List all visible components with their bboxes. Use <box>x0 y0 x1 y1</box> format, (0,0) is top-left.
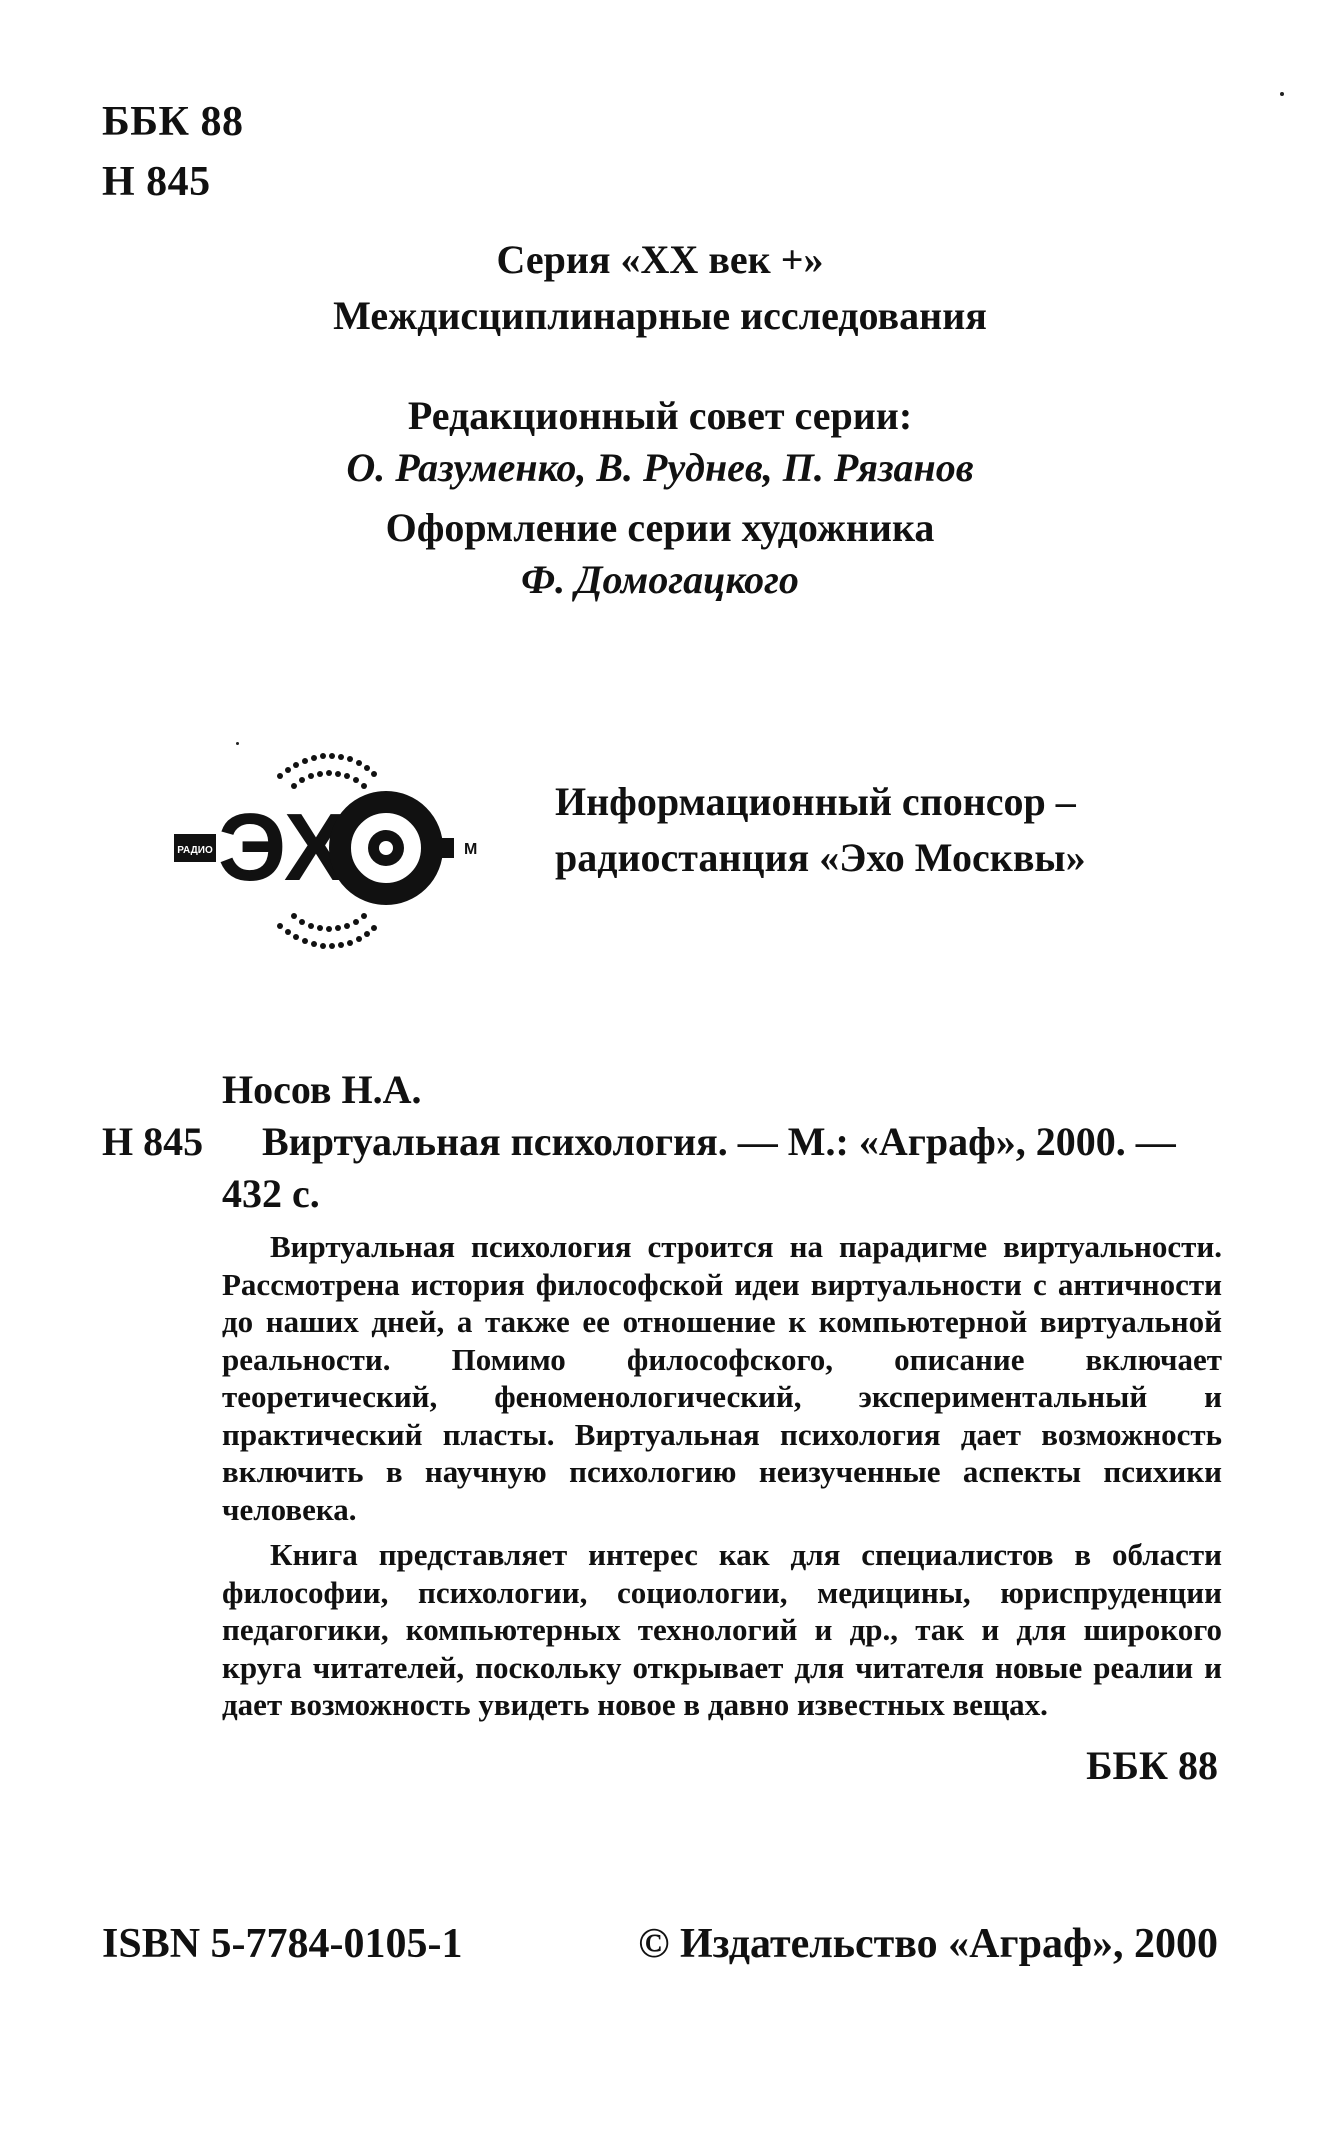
bbk-index: ББК 88 <box>102 99 244 145</box>
catalog-pages: 432 с. <box>222 1171 320 1216</box>
catalog-title-line: Виртуальная психология. — М.: «Аграф», 2000. — <box>262 1119 1176 1164</box>
series-design-label: Оформление серии художника <box>385 505 935 550</box>
series-subtitle: Междисциплинарные исследования <box>333 293 987 338</box>
scan-speck <box>236 742 239 745</box>
annotation-paragraph-2: Книга представляет интерес как для специалистов в области философии, психологии, социологии, медицины, юриспруденции педагогики, компьютерных технологий и др., так и для широкого круга читателей, поскольку открывает для читателя новые реалии и дает возможность увидеть новое в давно известных вещах. <box>222 1537 1222 1722</box>
sponsor-line-2: радиостанция «Эхо Москвы» <box>555 835 1086 880</box>
echo-moskvy-logo <box>170 730 480 970</box>
catalog-author: Носов Н.А. <box>222 1067 422 1112</box>
annotation <box>222 1228 1222 1724</box>
isbn: ISBN 5-7784-0105-1 <box>102 1921 463 1967</box>
logo-radio-label: РАДИО <box>177 845 213 856</box>
sponsor-line-1: Информационный спонсор – <box>555 779 1076 824</box>
logo-main-text: ЭХ <box>218 794 348 901</box>
bbk-header <box>102 92 244 212</box>
series-design-artist: Ф. Домогацкого <box>521 557 799 602</box>
editorial-board-members: О. Разуменко, В. Руднев, П. Рязанов <box>346 445 974 490</box>
echo-moskvy-radio-logo-icon <box>170 730 480 970</box>
copyright: © Издательство «Аграф», 2000 <box>638 1921 1218 1967</box>
annotation-paragraph-1: Виртуальная психология строится на парадигме виртуальности. Рассмотрена история философской идеи виртуальности с античности до наших дней, а также ее отношение к компьютерной виртуальной реальности. Помимо философского, описание включает теоретический, феноменологический, экспериментальный и практический пласты. Виртуальная психология дает возможность включить в научную психологию неизученные аспекты психики человека. <box>222 1229 1222 1527</box>
series-title: Серия «XX век +» <box>496 237 824 282</box>
series-design <box>0 502 1320 606</box>
author-mark-code: Н 845 <box>102 159 211 205</box>
editorial-board <box>0 390 1320 494</box>
catalog-code: Н 845 <box>102 1119 204 1164</box>
info-sponsor <box>555 774 1086 886</box>
editorial-board-label: Редакционный совет серии: <box>407 393 913 438</box>
series-block <box>0 232 1320 344</box>
scan-speck <box>1280 92 1284 96</box>
logo-right-label: М <box>464 841 478 858</box>
bbk-footer: ББК 88 <box>1086 1743 1218 1788</box>
